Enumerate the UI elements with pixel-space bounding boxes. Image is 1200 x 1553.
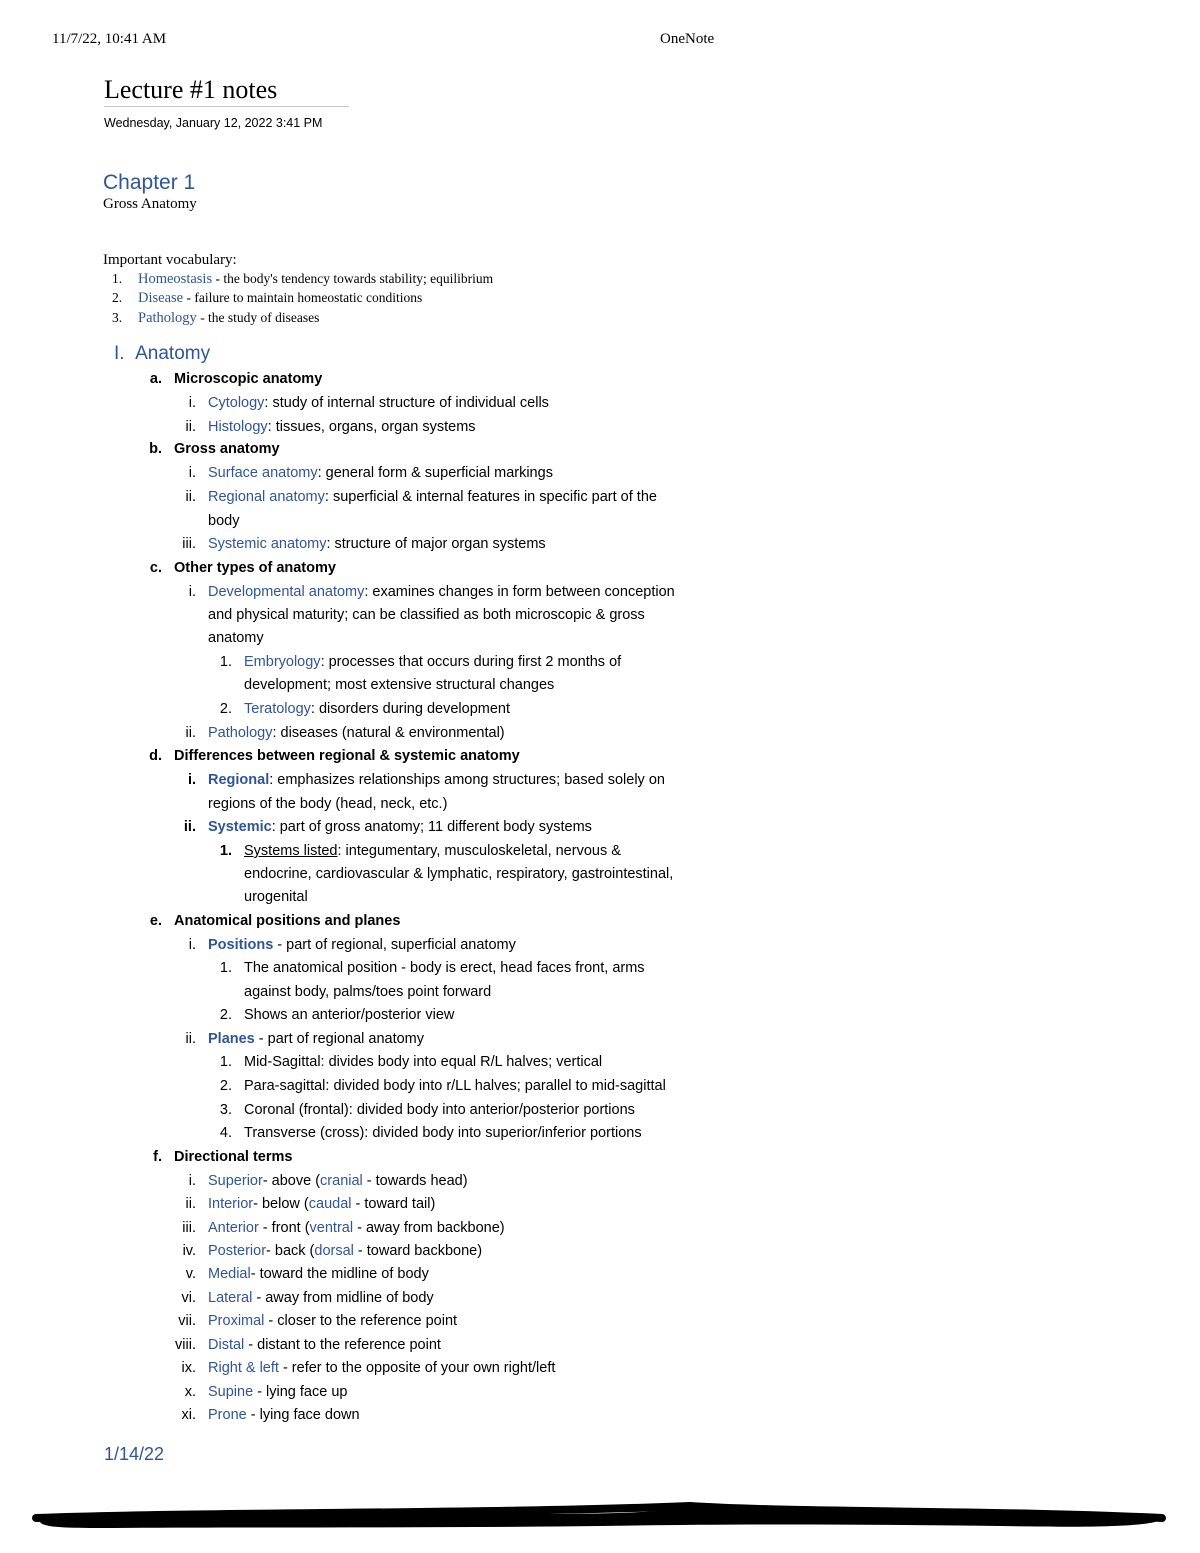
list-item: Teratology: disorders during development xyxy=(244,701,510,717)
list-item-continuation: endocrine, cardiovascular & lymphatic, respiratory, gastrointestinal, xyxy=(244,866,674,882)
outline-heading: Other types of anatomy xyxy=(174,560,336,576)
list-item-continuation: and physical maturity; can be classified as both microscopic & gross xyxy=(208,607,645,623)
list-item: 1. Homeostasis - the body's tendency towards stability; equilibrium xyxy=(112,271,494,287)
list-item: Lateral - away from midline of body xyxy=(208,1290,434,1306)
list-item: Medial- toward the midline of body xyxy=(208,1266,429,1282)
outline-heading: Gross anatomy xyxy=(174,441,280,457)
list-item: Cytology: study of internal structure of individual cells xyxy=(208,395,549,411)
list-item: Regional: emphasizes relationships among structures; based solely on xyxy=(208,772,665,788)
title-divider xyxy=(104,106,349,107)
list-marker: x. xyxy=(184,1384,196,1400)
outline-heading: Anatomical positions and planes xyxy=(174,913,401,929)
list-marker: f. xyxy=(153,1149,162,1165)
list-marker: 1. xyxy=(219,843,232,859)
list-item: Positions - part of regional, superficial anatomy xyxy=(208,937,516,953)
vocab-heading: Important vocabulary: xyxy=(103,252,237,268)
list-marker: i. xyxy=(188,584,196,600)
list-marker: c. xyxy=(149,560,162,576)
list-marker: 2. xyxy=(219,701,232,717)
list-item: Embryology: processes that occurs during first 2 months of xyxy=(244,654,622,670)
list-item: Posterior- back (dorsal - toward backbone) xyxy=(208,1243,483,1259)
list-item-continuation: against body, palms/toes point forward xyxy=(244,984,492,1000)
list-marker: 4. xyxy=(219,1125,232,1141)
chapter-heading: Chapter 1 xyxy=(103,171,196,194)
footer-date: 1/14/22 xyxy=(104,1444,165,1464)
section-heading: I. Anatomy xyxy=(114,343,211,364)
list-item: Transverse (cross): divided body into superior/inferior portions xyxy=(244,1125,642,1141)
list-item: Pathology: diseases (natural & environmental) xyxy=(208,725,505,741)
outline-heading: Directional terms xyxy=(174,1149,293,1165)
page-date: Wednesday, January 12, 2022 3:41 PM xyxy=(104,116,323,130)
list-item: Interior- below (caudal - toward tail) xyxy=(208,1196,436,1212)
list-item-continuation: body xyxy=(208,513,240,529)
list-marker: 2. xyxy=(219,1007,232,1023)
list-marker: ii. xyxy=(183,819,196,835)
list-item: Systemic: part of gross anatomy; 11 different body systems xyxy=(208,819,592,835)
list-item: Prone - lying face down xyxy=(208,1407,360,1423)
list-marker: 1. xyxy=(219,960,232,976)
list-marker: i. xyxy=(188,395,196,411)
list-marker: ix. xyxy=(181,1360,196,1376)
list-marker: xi. xyxy=(181,1407,196,1423)
outline-heading: Differences between regional & systemic anatomy xyxy=(174,748,520,764)
list-marker: vii. xyxy=(178,1313,196,1329)
list-item: The anatomical position - body is erect, head faces front, arms xyxy=(244,960,645,976)
list-item: Right & left - refer to the opposite of your own right/left xyxy=(208,1360,556,1376)
list-marker: iii. xyxy=(182,1220,196,1236)
list-item-continuation: regions of the body (head, neck, etc.) xyxy=(208,796,448,812)
list-marker: v. xyxy=(185,1266,196,1282)
list-marker: i. xyxy=(188,465,196,481)
list-item: Supine - lying face up xyxy=(208,1384,348,1400)
page-title: Lecture #1 notes xyxy=(104,75,278,104)
list-item: 3. Pathology - the study of diseases xyxy=(112,310,320,326)
list-item: Para-sagittal: divided body into r/LL halves; parallel to mid-sagittal xyxy=(244,1078,666,1094)
list-item: Systemic anatomy: structure of major organ systems xyxy=(208,536,546,552)
list-item: Anterior - front (ventral - away from backbone) xyxy=(208,1220,505,1236)
list-item: Regional anatomy: superficial & internal features in specific part of the xyxy=(208,489,657,505)
app-name: OneNote xyxy=(660,31,715,47)
list-marker: b. xyxy=(149,441,162,457)
list-item: Systems listed: integumentary, musculoskeletal, nervous & xyxy=(244,843,621,859)
list-item-continuation: urogenital xyxy=(244,889,308,905)
list-item: Proximal - closer to the reference point xyxy=(208,1313,458,1329)
list-marker: 2. xyxy=(219,1078,232,1094)
list-marker: iv. xyxy=(182,1243,196,1259)
print-timestamp: 11/7/22, 10:41 AM xyxy=(52,31,167,47)
list-marker: ii. xyxy=(185,1031,196,1047)
list-marker: d. xyxy=(149,748,162,764)
list-marker: ii. xyxy=(185,1196,196,1212)
list-item-continuation: development; most extensive structural changes xyxy=(244,677,555,693)
list-marker: i. xyxy=(188,937,196,953)
list-marker: ii. xyxy=(185,419,196,435)
list-marker: viii. xyxy=(175,1337,196,1353)
list-item: Mid-Sagittal: divides body into equal R/L halves; vertical xyxy=(244,1054,603,1070)
list-marker: 1. xyxy=(219,654,232,670)
list-marker: a. xyxy=(149,371,162,387)
list-marker: ii. xyxy=(185,725,196,741)
list-item: Coronal (frontal): divided body into anterior/posterior portions xyxy=(244,1102,635,1118)
list-marker: 1. xyxy=(219,1054,232,1070)
list-item: Distal - distant to the reference point xyxy=(208,1337,441,1353)
redaction-scribble xyxy=(0,1480,1200,1550)
list-marker: e. xyxy=(149,913,162,929)
list-item: Histology: tissues, organs, organ systems xyxy=(208,419,476,435)
list-marker: i. xyxy=(188,1173,196,1189)
list-marker: i. xyxy=(187,772,196,788)
list-item: Planes - part of regional anatomy xyxy=(208,1031,425,1047)
list-item: 2. Disease - failure to maintain homeostatic conditions xyxy=(112,290,423,306)
list-item: Shows an anterior/posterior view xyxy=(244,1007,455,1023)
list-marker: ii. xyxy=(185,489,196,505)
list-marker: 3. xyxy=(219,1102,232,1118)
list-item: Surface anatomy: general form & superficial markings xyxy=(208,465,553,481)
list-item: Superior- above (cranial - towards head) xyxy=(208,1173,468,1189)
list-item: Developmental anatomy: examines changes in form between conception xyxy=(208,584,675,600)
list-marker: vi. xyxy=(181,1290,196,1306)
list-item-continuation: anatomy xyxy=(208,630,264,646)
outline-heading: Microscopic anatomy xyxy=(174,371,323,387)
list-marker: iii. xyxy=(182,536,196,552)
chapter-subheading: Gross Anatomy xyxy=(103,196,197,212)
